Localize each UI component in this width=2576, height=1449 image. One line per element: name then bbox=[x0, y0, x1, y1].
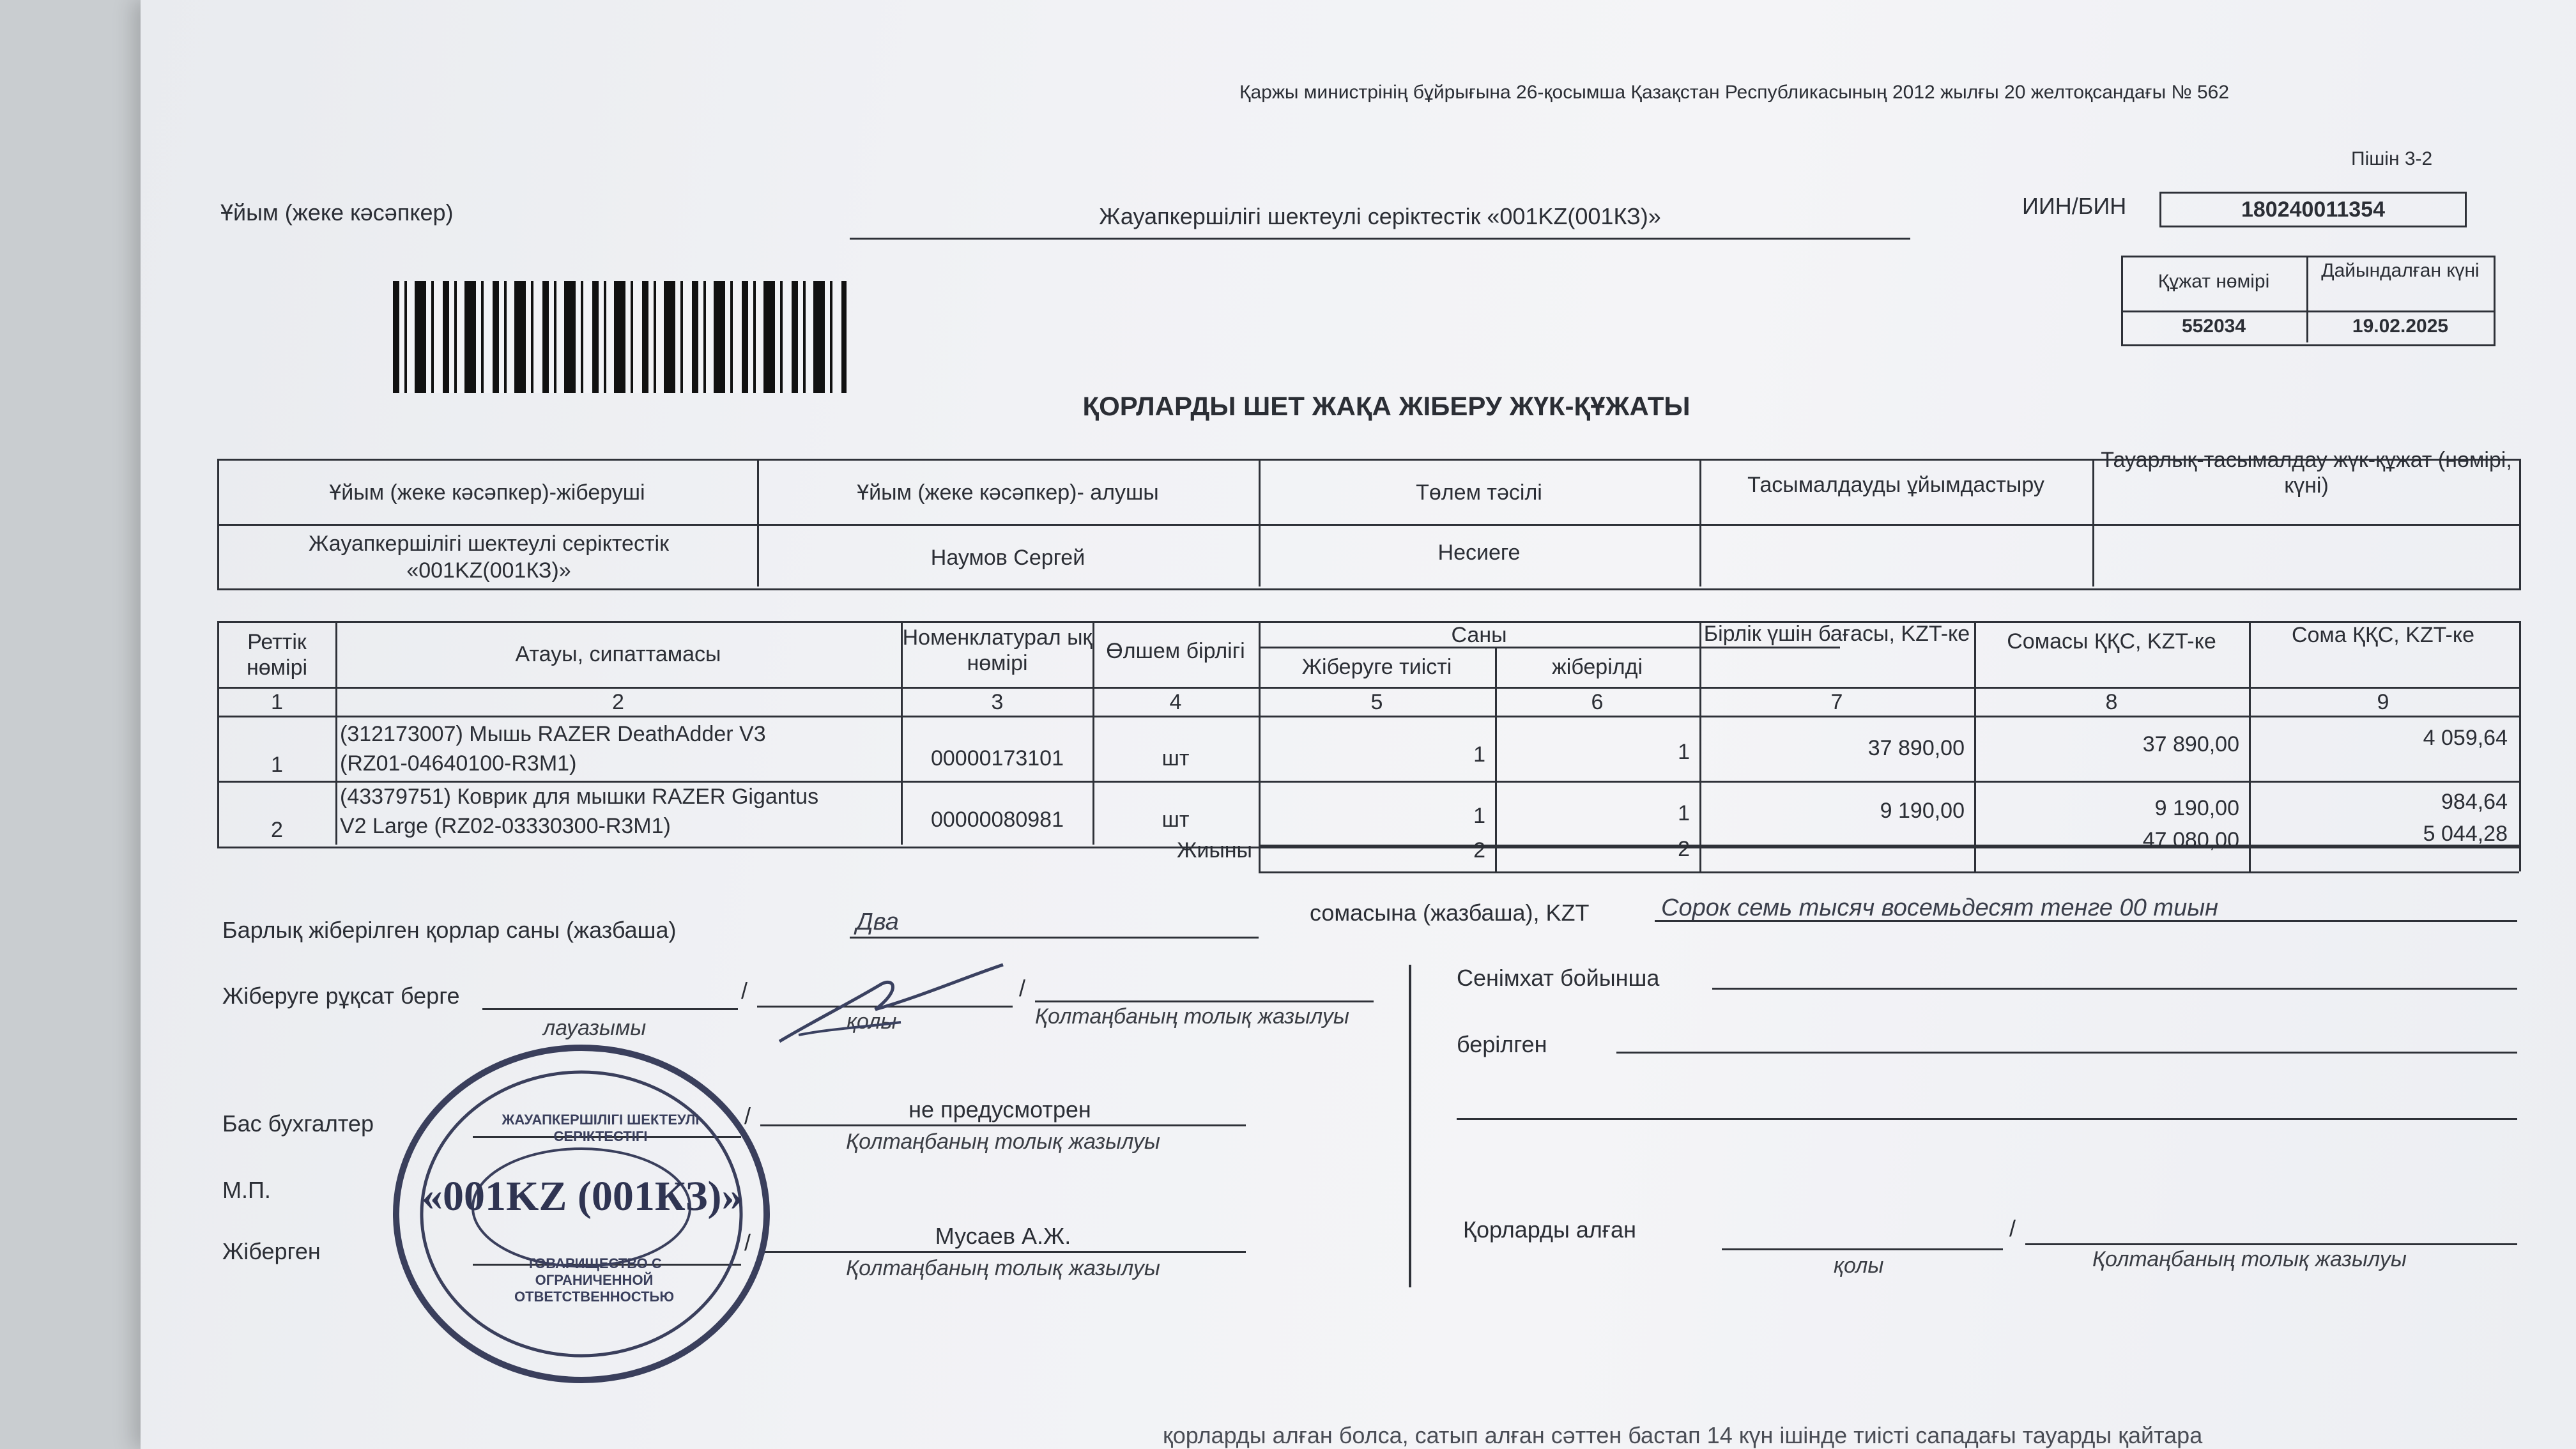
col-header-vat: Сома ҚҚС, KZT-ке bbox=[2291, 623, 2475, 647]
seal-ru-text: ТОВАРИЩЕСТВО С ОГРАНИЧЕННОЙ ОТВЕТСТВЕННОСТЬЮ bbox=[514, 1255, 675, 1305]
org-label: Ұйым (жеке кәсәпкер) bbox=[220, 199, 454, 226]
total-label: Жиыны bbox=[1176, 838, 1252, 862]
row-name-line2: (RZ01-04640100-R3M1) bbox=[340, 751, 577, 776]
row-qty-sent: 1 bbox=[1678, 801, 1690, 825]
fullname-caption: Қолтаңбаның толық жазылуы bbox=[1035, 1004, 1349, 1029]
seal-kz-text: ЖАУАПКЕРШІЛІГІ ШЕКТЕУЛІ СЕРІКТЕСТІГІ bbox=[502, 1112, 700, 1144]
received-label: Қорларды алған bbox=[1463, 1216, 1636, 1243]
permit-label: Жіберуге рұқсат берге bbox=[222, 983, 460, 1009]
total-qty-to-send: 2 bbox=[1473, 838, 1485, 862]
parties-sender: Жауапкершілігі шектеулі серіктестік «001KZ(001КЗ)» bbox=[309, 532, 669, 583]
col-number: 6 bbox=[1591, 690, 1604, 714]
row-qty-sent: 1 bbox=[1678, 740, 1690, 764]
row-no: 2 bbox=[271, 818, 283, 842]
signature-mark bbox=[773, 958, 1041, 1054]
col-number: 5 bbox=[1370, 690, 1383, 714]
chief-accountant-label: Бас бухгалтер bbox=[222, 1110, 374, 1137]
issued-label: берілген bbox=[1457, 1031, 1547, 1057]
row-nomenclature: 00000173101 bbox=[930, 746, 1064, 770]
row-vat: 4 059,64 bbox=[2423, 726, 2508, 750]
row-qty-to-send: 1 bbox=[1473, 804, 1485, 828]
iin-value: 180240011354 bbox=[2159, 192, 2467, 227]
col-header-sum: Сомасы ҚҚС, KZT-ке bbox=[2007, 629, 2216, 654]
row-vat: 984,64 bbox=[2441, 790, 2508, 814]
col-header-no: Реттік нөмірі bbox=[246, 630, 308, 680]
col-header-price: Бірлік үшін бағасы, KZT-ке bbox=[1703, 622, 1970, 646]
doc-date-label: Дайындалған күні bbox=[2321, 260, 2480, 281]
row-name-line1: (43379751) Коврик для мышки RAZER Gigantus bbox=[340, 785, 819, 809]
ministry-note: Қаржы министрінің бұйрығына 26-қосымша Қазақстан Республикасының 2012 жылғы 20 желтоқсандағы № 562 bbox=[1239, 82, 2230, 103]
fullname-caption: Қолтаңбаның толық жазылуы bbox=[846, 1130, 1160, 1154]
org-name: Жауапкершілігі шектеулі серіктестік «001KZ(001КЗ)» bbox=[1099, 203, 1661, 229]
col-number: 4 bbox=[1169, 690, 1182, 714]
row-name-line2: V2 Large (RZ02-03330300-R3M1) bbox=[340, 814, 671, 838]
doc-number-label: Құжат нөмірі bbox=[2158, 271, 2270, 292]
parties-header-transport: Тасымалдауды ұйымдастыру bbox=[1747, 473, 2044, 497]
col-number: 7 bbox=[1830, 690, 1843, 714]
bottom-note: қорларды алған болса, сатып алған сәттен бастап 14 күн ішінде тиісті сападағы тауарды қайтара bbox=[1163, 1422, 2203, 1448]
mp-label: М.П. bbox=[222, 1177, 271, 1203]
parties-receiver: Наумов Сергей bbox=[930, 546, 1085, 570]
row-unit: шт bbox=[1162, 746, 1190, 770]
row-unit: шт bbox=[1162, 808, 1190, 832]
proxy-label: Сенімхат бойынша bbox=[1457, 965, 1660, 991]
row-name-line1: (312173007) Мышь RAZER DeathAdder V3 bbox=[340, 722, 766, 746]
sender-label: Жіберген bbox=[222, 1238, 321, 1264]
total-qty-sent: 2 bbox=[1678, 837, 1690, 861]
fullname-caption: Қолтаңбаның толық жазылуы bbox=[2092, 1247, 2407, 1271]
col-number: 3 bbox=[991, 690, 1004, 714]
row-no: 1 bbox=[271, 753, 283, 777]
amount-value: Сорок семь тысяч восемьдесят тенге 00 тиын bbox=[1661, 894, 2219, 921]
total-sum: 47 080,00 bbox=[2142, 828, 2239, 852]
row-nomenclature: 00000080981 bbox=[930, 808, 1064, 832]
count-label: Барлық жіберілген қорлар саны (жазбаша) bbox=[222, 917, 677, 943]
col-header-unit: Өлшем бірлігі bbox=[1106, 639, 1245, 663]
col-number: 2 bbox=[612, 690, 624, 714]
signature-caption: қолы bbox=[847, 1009, 897, 1034]
col-header-name: Атауы, сипаттамасы bbox=[515, 642, 721, 666]
row-price: 9 190,00 bbox=[1880, 799, 1965, 823]
col-header-qty-to-send: Жіберуге тиісті bbox=[1301, 655, 1452, 679]
doc-number: 552034 bbox=[2181, 316, 2246, 337]
parties-header-payment: Төлем тәсілі bbox=[1416, 480, 1542, 505]
sender-value: Мусаев А.Ж. bbox=[935, 1223, 1071, 1249]
row-qty-to-send: 1 bbox=[1473, 742, 1485, 767]
row-sum: 37 890,00 bbox=[2142, 732, 2239, 756]
doc-date: 19.02.2025 bbox=[2352, 316, 2449, 337]
col-number: 1 bbox=[271, 690, 283, 714]
col-number: 8 bbox=[2105, 690, 2118, 714]
barcode bbox=[393, 281, 847, 393]
document-title: ҚОРЛАРДЫ ШЕТ ЖАҚА ЖІБЕРУ ЖҮК-ҚҰЖАТЫ bbox=[1082, 391, 1690, 421]
parties-payment: Несиеге bbox=[1438, 540, 1521, 565]
iin-label: ИИН/БИН bbox=[2022, 193, 2127, 219]
parties-header-waybill: Тауарлық-тасымалдау жүк-құжат (нөмірі, күні) bbox=[2101, 448, 2512, 498]
col-header-qty: Саны bbox=[1451, 623, 1507, 647]
row-price: 37 890,00 bbox=[1867, 736, 1965, 760]
seal-name: «001KZ (001КЗ)» bbox=[422, 1173, 743, 1220]
chief-accountant-value: не предусмотрен bbox=[908, 1096, 1091, 1123]
row-sum: 9 190,00 bbox=[2154, 796, 2239, 820]
col-header-nomenclature: Номенклатурал ық нөмірі bbox=[902, 625, 1092, 675]
parties-header-receiver: Ұйым (жеке кәсәпкер)- алушы bbox=[857, 480, 1159, 505]
count-value: Два bbox=[856, 908, 899, 935]
col-number: 9 bbox=[2377, 690, 2389, 714]
signature-caption: қолы bbox=[1834, 1254, 1884, 1278]
col-header-qty-sent: жіберілді bbox=[1552, 655, 1643, 679]
form-number: Пішін 3-2 bbox=[2351, 148, 2433, 169]
parties-header-sender: Ұйым (жеке кәсәпкер)-жіберуші bbox=[329, 480, 645, 505]
total-vat: 5 044,28 bbox=[2423, 822, 2508, 846]
position-caption: лауазымы bbox=[543, 1016, 647, 1040]
document-sheet: Қаржы министрінің бұйрығына 26-қосымша Қазақстан Республикасының 2012 жылғы 20 желтоқсандағы № 562 Пішін 3-2 Ұйым (жеке кәсәпкер) Жауапкершілігі шектеулі серіктестік «001KZ(001КЗ)» ИИН/БИН 180240011354 Құжат нөмірі Дайындалған күні 552034 19.02.2025 ҚОРЛАРДЫ ШЕТ ЖАҚА ЖІБЕРУ ЖҮК-ҚҰЖАТЫ Ұйым (жеке кәсәпкер)-жіберуші Ұйым (жеке кәсәпкер)- алушы Төлем тәсілі Тасымалдауды ұйымдастыру Тауарлық-тасымалдау жүк-құжат (нөмірі, күні) Жауапкершілігі шектеулі серіктестік «001KZ(001КЗ)» Наумов Сергей Несиеге Реттік нөмірі Атауы, сипаттамасы Номенклатурал ық нөмірі Өлшем бірлігі Саны Жіберуге тиісті жіберілді Бірлік үшін бағасы, KZT-ке Сомасы ҚҚС, KZT-ке Сома ҚҚС, KZT-ке 1 2 3 4 5 6 7 8 9 1 (312173007) Мышь RAZER DeathAdder V3 (RZ01-04640100-R3M1) 00000173101 шт 1 1 37 890,00 37 890,00 4 059,64 2 (43379751) Коврик для мышки RAZER Gigantus V2 Large (RZ02-03330300-R3M1) 00000080981 шт 1 1 9 190,00 9 190,00 984,64 Жиыны 2 2 47 080,00 5 044,28 Барлық жіберілген қорлар саны (жазбаша) Два сомасына (жазбаша), KZT Сорок семь тысяч восемьдесят тенге 00 тиын Жіберуге рұқсат берге / / лауазымы қолы Қолтаңбаның толық жазылуы Бас бухгалтер / не предусмотрен Қолтаңбаның толық жазылуы М.П. Жіберген / Мусаев А.Ж. Қолтаңбаның толық жазылуы Сенімхат бойынша берілген Қорларды алған / қолы Қолтаңбаның толық жазылуы қорларды алған болса, сатып алған сәттен бастап 14 күн ішінде тиісті сападағы тауарды қайтара «001KZ (001КЗ)» ЖАУАПКЕРШІЛІГІ ШЕКТЕУЛІ СЕРІКТЕСТІГІ ТОВАРИЩЕСТВО С ОГРАНИЧЕННОЙ ОТВЕТСТВЕННОСТЬЮ bbox=[141, 0, 2576, 1449]
amount-label: сомасына (жазбаша), KZT bbox=[1310, 900, 1590, 926]
fullname-caption: Қолтаңбаның толық жазылуы bbox=[846, 1256, 1160, 1280]
